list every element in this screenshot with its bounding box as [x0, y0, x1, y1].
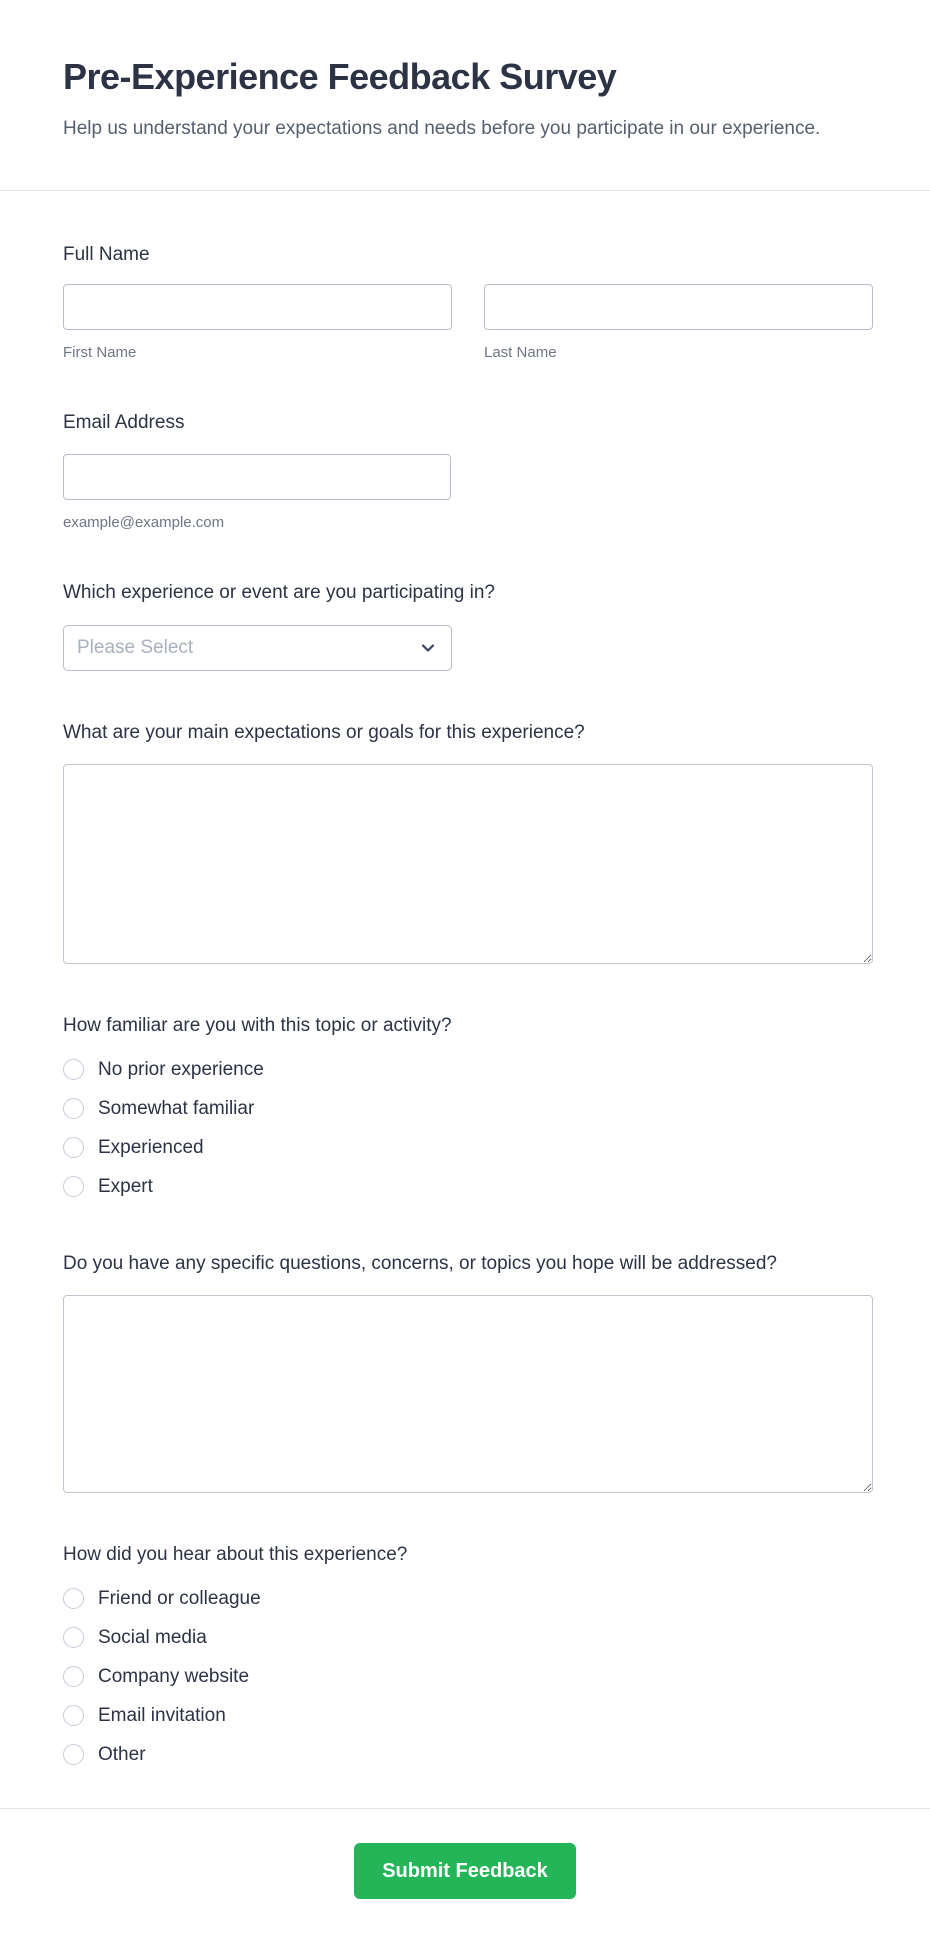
field-questions [63, 1252, 873, 1493]
field-experience-select [63, 581, 873, 671]
field-email [63, 411, 873, 531]
email-input[interactable] [63, 454, 451, 500]
radio-option-other[interactable] [63, 1739, 873, 1770]
hear-about-radio-group [63, 1583, 873, 1770]
page-title: Pre-Experience Feedback Survey [63, 56, 617, 97]
radio-option-label: Social media [98, 1626, 207, 1648]
field-expectations [63, 721, 873, 964]
radio-option-label: Expert [98, 1175, 153, 1197]
questions-textarea[interactable] [63, 1295, 873, 1493]
radio-button-icon[interactable] [63, 1059, 84, 1080]
radio-option-label: Company website [98, 1665, 250, 1687]
questions-label: Do you have any specific questions, concerns, or topics you hope will be addressed? [63, 1253, 777, 1275]
familiarity-label: How familiar are you with this topic or activity? [63, 1015, 452, 1037]
email-label: Email Address [63, 412, 185, 434]
radio-option-label: No prior experience [98, 1058, 264, 1080]
form-body [0, 243, 930, 1770]
radio-option-somewhat-familiar[interactable] [63, 1093, 873, 1124]
familiarity-radio-group [63, 1054, 873, 1202]
last-name-sublabel: Last Name [484, 344, 557, 362]
radio-button-icon[interactable] [63, 1627, 84, 1648]
email-input-wrap [63, 454, 451, 531]
expectations-textarea[interactable] [63, 764, 873, 964]
email-sublabel: example@example.com [63, 514, 225, 532]
radio-button-icon[interactable] [63, 1176, 84, 1197]
radio-button-icon[interactable] [63, 1705, 84, 1726]
radio-option-experienced[interactable] [63, 1132, 873, 1163]
first-name-input[interactable] [63, 284, 452, 330]
field-hear-about [63, 1543, 873, 1770]
radio-option-friend-or-colleague[interactable] [63, 1583, 873, 1614]
radio-option-label: Experienced [98, 1136, 204, 1158]
last-name-input[interactable] [484, 284, 873, 330]
expectations-label: What are your main expectations or goals for this experience? [63, 722, 585, 744]
first-name-sublabel: First Name [63, 344, 137, 362]
experience-select-label: Which experience or event are you participating in? [63, 582, 495, 604]
field-familiarity [63, 1014, 873, 1202]
radio-option-label: Somewhat familiar [98, 1097, 255, 1119]
form-footer [0, 1808, 930, 1953]
radio-button-icon[interactable] [63, 1744, 84, 1765]
radio-button-icon[interactable] [63, 1588, 84, 1609]
radio-option-email-invitation[interactable] [63, 1700, 873, 1731]
radio-button-icon[interactable] [63, 1666, 84, 1687]
submit-feedback-button[interactable]: Submit Feedback [354, 1843, 576, 1899]
hear-about-label: How did you hear about this experience? [63, 1544, 408, 1566]
radio-button-icon[interactable] [63, 1098, 84, 1119]
radio-option-label: Other [98, 1743, 146, 1765]
radio-option-label: Friend or colleague [98, 1587, 261, 1609]
first-name-col [63, 284, 452, 361]
form-header [0, 0, 930, 191]
select-placeholder: Please Select [77, 637, 194, 659]
radio-option-expert[interactable] [63, 1171, 873, 1202]
chevron-down-icon [419, 639, 437, 657]
field-full-name [63, 243, 873, 361]
radio-option-social-media[interactable] [63, 1622, 873, 1653]
radio-button-icon[interactable] [63, 1137, 84, 1158]
radio-option-company-website[interactable] [63, 1661, 873, 1692]
page-subtitle: Help us understand your expectations and needs before you participate in our experience. [63, 118, 821, 140]
full-name-label: Full Name [63, 244, 150, 266]
radio-option-no-prior-experience[interactable] [63, 1054, 873, 1085]
radio-option-label: Email invitation [98, 1704, 226, 1726]
last-name-col [484, 284, 873, 361]
name-inputs-row [63, 284, 873, 361]
experience-select[interactable] [63, 625, 452, 671]
